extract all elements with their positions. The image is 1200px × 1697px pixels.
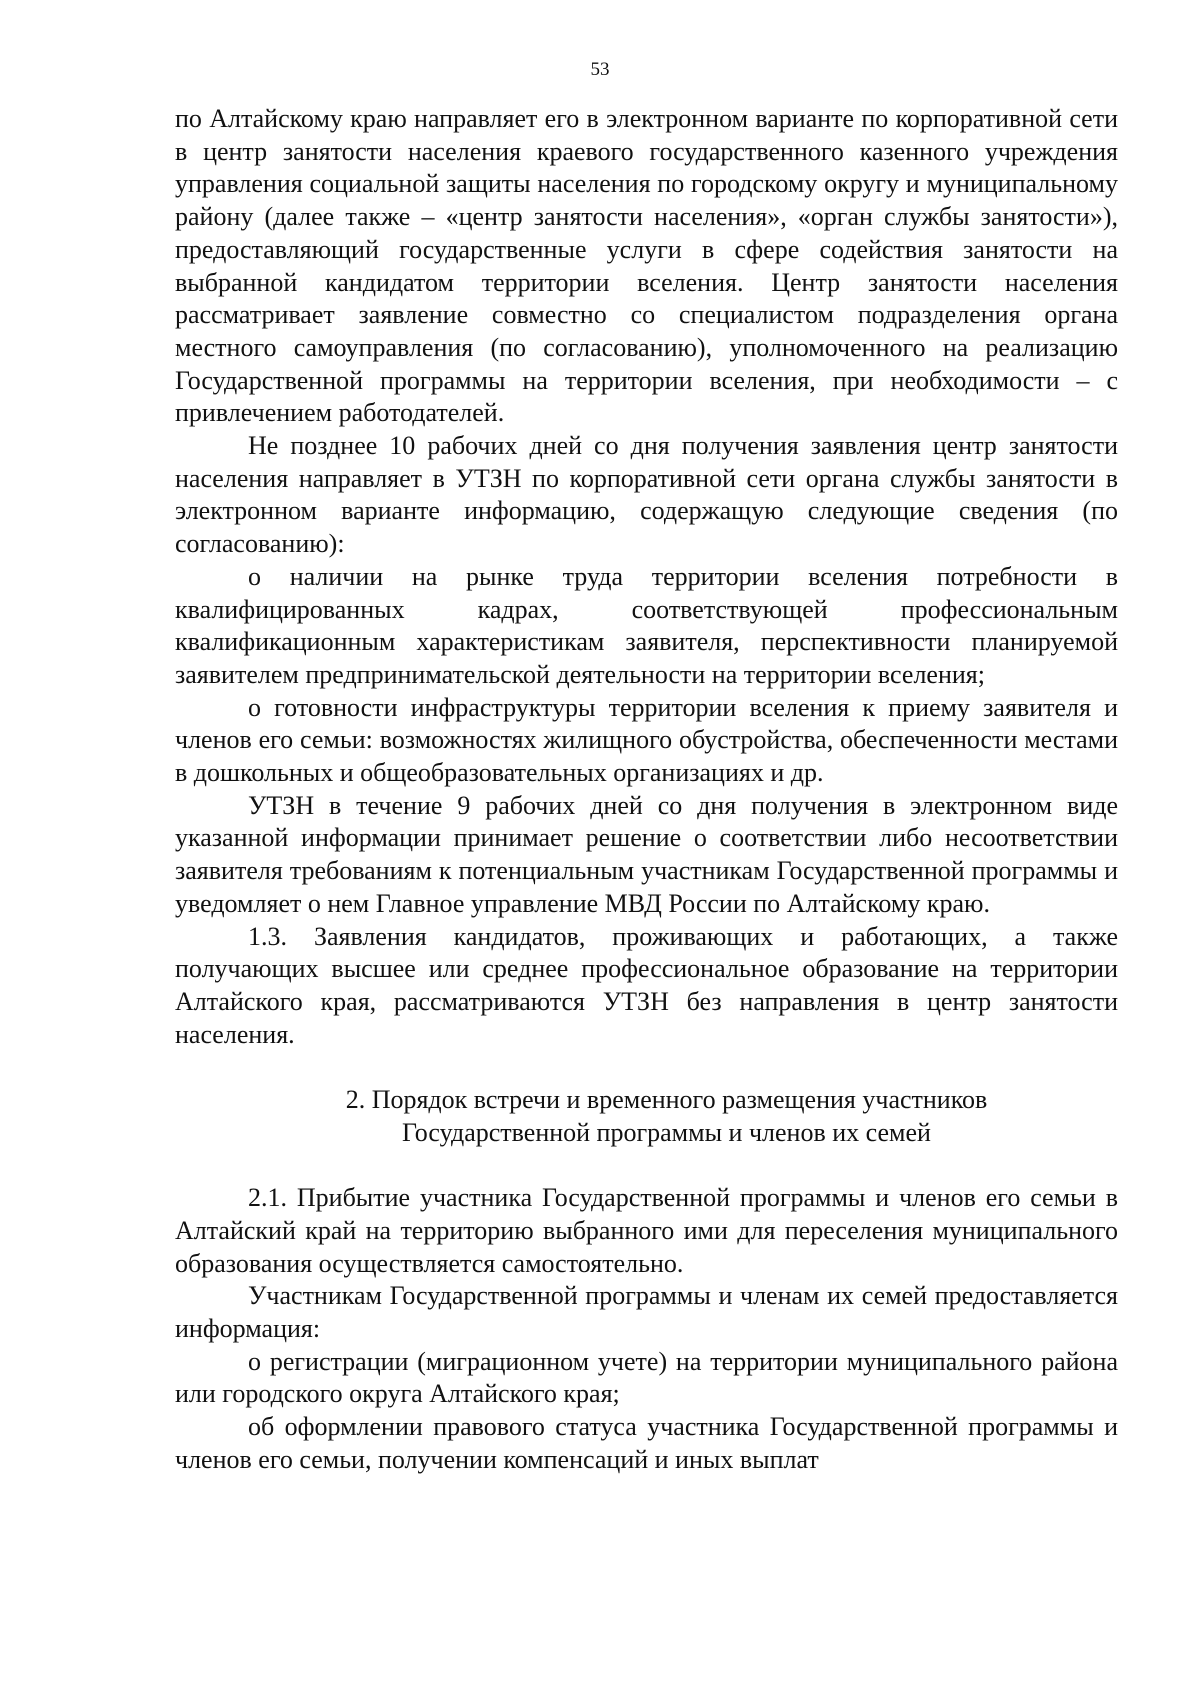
section-heading-line-2: Государственной программы и членов их семей — [402, 1117, 931, 1147]
paragraph-registration: о регистрации (миграционном учете) на территории муниципального района или городского округа Алтайского края; — [175, 1346, 1118, 1409]
document-body — [175, 103, 1118, 1477]
paragraph-infrastructure: о готовности инфраструктуры территории вселения к приему заявителя и членов его семьи: возможностях жилищного обустройства, обеспеченности местами в дошкольных и общеобразовательных организациях и др. — [175, 692, 1118, 788]
paragraph-information: Участникам Государственной программы и членам их семей предоставляется информация: — [175, 1281, 1118, 1343]
paragraph-continuation: по Алтайскому краю направляет его в электронном варианте по корпоративной сети в центр занятости населения краевого государственного казенного учреждения управления социальной защиты населения по городскому округу и муниципальному району (далее также – «центр занятости населения», «орган службы занятости»), предоставляющий государственные услуги в сфере содействия занятости на выбранной кандидатом территории вселения. Центр занятости населения рассматривает заявление совместно со специалистом подразделения органа местного самоуправления (по согласованию), уполномоченного на реализацию Государственной программы на территории вселения, при необходимости – с привлечением работодателей. — [175, 104, 1118, 428]
spacer — [175, 1051, 1118, 1084]
spacer — [175, 1149, 1118, 1182]
paragraph-legal-status: об оформлении правового статуса участника Государственной программы и членов его семьи, получении компенсаций и иных выплат — [175, 1412, 1118, 1474]
section-heading — [175, 1084, 1118, 1149]
paragraph-1-3: 1.3. Заявления кандидатов, проживающих и работающих, а также получающих высшее или среднее профессиональное образование на территории Алтайского края, рассматриваются УТЗН без направления в центр занятости населения. — [175, 921, 1118, 1049]
paragraph-utzn-decision: УТЗН в течение 9 рабочих дней со дня получения в электронном виде указанной информации принимает решение о соответствии либо несоответствии заявителя требованиям к потенциальным участникам Государственной программы и уведомляет о нем Главное управление МВД России по Алтайскому краю. — [175, 790, 1118, 918]
section-heading-line-1: 2. Порядок встречи и временного размещения участников — [345, 1085, 988, 1115]
paragraph-labor-market: о наличии на рынке труда территории вселения потребности в квалифицированных кадрах, соответствующей профессиональным квалификационным характеристикам заявителя, перспективности планируемой заявителем предпринимательской деятельности на территории вселения; — [175, 561, 1118, 689]
paragraph-2-1: 2.1. Прибытие участника Государственной программы и членов его семьи в Алтайский край на территорию выбранного ими для переселения муниципального образования осуществляется самостоятельно. — [175, 1183, 1118, 1278]
paragraph-deadline: Не позднее 10 рабочих дней со дня получения заявления центр занятости населения направляет в УТЗН по корпоративной сети органа службы занятости в электронном варианте информацию, содержащую следующие сведения (по согласованию): — [175, 431, 1118, 559]
page-number: 53 — [590, 59, 610, 80]
